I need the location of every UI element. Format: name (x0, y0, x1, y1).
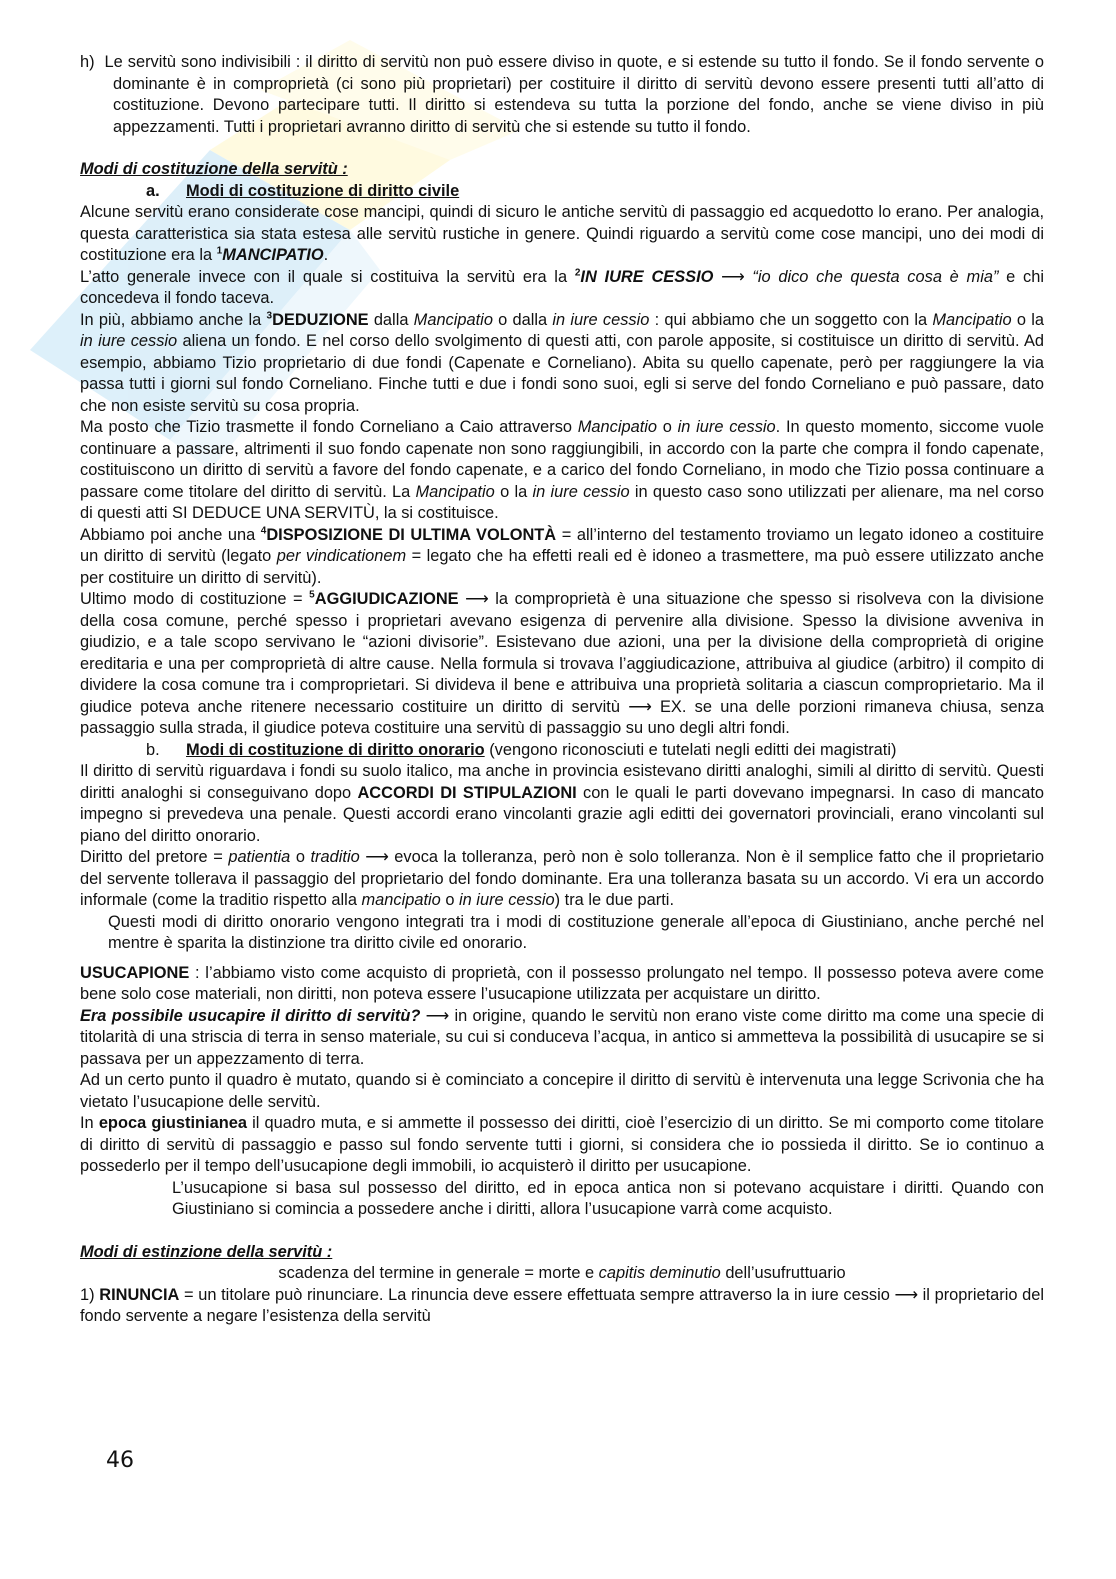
term: DISPOSIZIONE DI ULTIMA VOLONTÀ (266, 525, 557, 544)
text: e chi concedeva il fondo taceva. (80, 267, 1044, 307)
latin-term: capitis deminutio (598, 1264, 721, 1282)
item-marker: h) (80, 53, 95, 71)
text: con le quali le parti dovevano impegnarsi. In caso di mancato impegno si prevedeva una penale. Questi accordi erano vincolanti grazie agli editti dei governatori provinciali, erano vincolanti sul piano del diritto onorario. (80, 783, 1044, 845)
text: Abbiamo poi anche una (80, 525, 261, 544)
text: ⟶ la comproprietà è una situazione che spesso si risolveva con la divisione della cosa comune, perché spesso i proprietari avevano esigenza di pervenire alla divisione. Spesso la divisione avveniva in giudizio, e a tale scopo servivano le “azioni divisorie”. Esistevano due azioni, una per la divisione della comproprietà di origine ereditaria e una per comproprietà di altre cause. Nella formula si trovava l’aggiudicazione, attribuiva al giudice (arbitro) il compito di dividere la cosa comune tra i comproprietari. Si divideva il bene e attribuiva una proprietà solitaria a ciascun comproprietario. Ma il giudice poteva anche ritenere necessario costituire un diritto di servitù ⟶ EX. se una delle porzioni rimaneva chiusa, senza passaggio sulla strada, il giudice poteva costituire una servitù di passaggio su uno degli altri fondi. (80, 590, 1044, 737)
paragraph-usucapione (80, 963, 1044, 1006)
paragraph-mancipatio (80, 202, 1044, 267)
text: Alcune servitù erano considerate cose mancipi, quindi di sicuro le antiche servitù di passaggio ed acquedotto lo erano. Per analogia, questa caratteristica sia stata estesa alle servitù rustiche in genere. Quindi riguardo a servitù come cose mancipi, uno dei modi di costituzione era la (80, 203, 1044, 264)
term: DEDUZIONE (272, 310, 369, 329)
text: : l’abbiamo visto come acquisto di proprietà, con il possesso prolungato nel tempo. Il possesso poteva avere come bene solo cose materiali, non diritti, non poteva essere l’usucapione utilizzata per acquistare un diritto. (80, 963, 1044, 1003)
text: L’atto generale invece con il quale si costituiva la servitù era la (80, 267, 575, 286)
latin-term: Mancipatio (413, 310, 493, 329)
paragraph-scadenza (80, 1263, 1044, 1285)
text: in questo caso sono utilizzati per alienare, ma nel corso di questi atti SI DEDUCE UNA SERVITÙ, la si costituisce. (80, 482, 1044, 522)
page-number: 46 (106, 1448, 134, 1473)
paragraph-diritti-analoghi (80, 761, 1044, 847)
text: = legato che ha effetti reali ed è idoneo a trasmettere, ma può essere utilizzato anche per costituire un diritto di servitù). (80, 547, 1044, 587)
text: o (290, 848, 311, 866)
document-page (80, 52, 1044, 1328)
paragraph-indivisibility (80, 52, 1044, 138)
paragraph-pretore (80, 847, 1044, 912)
text: In più, abbiamo anche la (80, 310, 267, 329)
latin-term: Mancipatio (932, 310, 1012, 329)
arrow: ⟶ (713, 267, 753, 286)
term: USUCAPIONE (80, 963, 190, 982)
term: RINUNCIA (99, 1285, 180, 1304)
text: o (440, 891, 459, 909)
text: il quadro muta, e si ammette il possesso dei diritti, cioè l’esercizio di un diritto. Se mi comporto come titolare di diritto di servitù di passaggio e passo sul fondo servente tutti i giorni, si considera che io possieda il diritto. Se io continuo a possederlo per il tempo dell’usucapione degli immobili, io acquisterò il diritto per usucapione. (80, 1114, 1044, 1175)
latin-term: in iure cessio (677, 418, 776, 436)
term: epoca giustinianea (98, 1114, 247, 1132)
subsection-heading: Modi di costituzione di diritto onorario (186, 740, 485, 759)
paragraph-epoca-giustinianea (80, 1113, 1044, 1178)
item-text: Le servitù sono indivisibili : il diritto di servitù non può essere diviso in quote, e si estende su tutto il fondo. Se il fondo servente o dominante è in comproprietà (ci sono più proprietari) per costituire il diritto di servitù devono essere presenti tutti all’atto di costituzione. Devono partecipare tutti. Il diritto si estendeva su tutta la porzione del fondo, anche se viene diviso in più appezzamenti. Tutti i proprietari avranno diritto di servitù che si estende su tutto il fondo. (104, 53, 1045, 136)
paragraph-giustiniano: Questi modi di diritto onorario vengono integrati tra i modi di costituzione generale all’epoca di Giustiniano, anche perché nel mentre è sparita la distinzione tra diritto civile ed onorario. (108, 912, 1044, 952)
text: . (323, 246, 329, 264)
footnote-ref: 3 (266, 310, 273, 322)
section-title-estinzione: Modi di estinzione della servitù : (80, 1242, 333, 1261)
footnote-ref: 2 (574, 267, 581, 279)
latin-term: in iure cessio (459, 891, 555, 909)
latin-term: traditio (310, 848, 360, 866)
term: MANCIPATIO (222, 246, 324, 264)
text: o la (1011, 310, 1044, 329)
subsection-note: (vengono riconosciuti e tutelati negli editti dei magistrati) (484, 740, 897, 759)
paragraph-ultima-volonta (80, 525, 1044, 590)
text: In (80, 1114, 99, 1132)
text: scadenza del termine in generale = morte e (278, 1264, 599, 1282)
text: ) tra le due parti. (554, 891, 675, 909)
text: = all’interno del testamento troviamo un legato idoneo a costituire un diritto di servitù (legato (80, 525, 1044, 565)
latin-term: in iure cessio (532, 482, 630, 501)
paragraph-rinuncia (80, 1285, 1044, 1328)
paragraph-scrivonia: Ad un certo punto il quadro è mutato, quando si è cominciato a concepire il diritto di servitù è intervenuta una legge Scrivonia che ha vietato l’usucapione delle servitù. (80, 1071, 1044, 1111)
paragraph-usucapire-question (80, 1006, 1044, 1071)
latin-term: patientia (228, 848, 291, 866)
paragraph-aggiudicazione (80, 589, 1044, 740)
text: Diritto del pretore = (80, 848, 229, 866)
subsection-letter: b. (146, 740, 160, 759)
text: . In questo momento, siccome vuole continuare a passare, altrimenti il suo fondo capenate non sono raggiungibili, in accordo con la parte che compra il fondo capenate, costituiscono un diritto di servitù a favore del fondo capenate, e a carico del fondo Corneliano, in modo che Tizio possa continuare a passare come titolare del diritto di servitù. La (80, 418, 1044, 501)
text: = un titolare può rinunciare. La rinuncia deve essere effettuata sempre attraverso la in iure cessio ⟶ il proprietario del fondo servente a negare l’esistenza della servitù (80, 1285, 1045, 1325)
text: Ultimo modo di costituzione = (80, 590, 310, 608)
text: o (657, 418, 678, 436)
text: o la (494, 482, 533, 501)
latin-term: Mancipatio (415, 482, 495, 501)
text: Ma posto che Tizio trasmette il fondo Corneliano a Caio attraverso (80, 418, 578, 436)
text: : qui abbiamo che un soggetto con la (649, 310, 933, 329)
subsection-heading: Modi di costituzione di diritto civile (186, 181, 460, 200)
item-number: 1) (80, 1285, 95, 1304)
subsection-title-onorario (146, 740, 1044, 762)
text: dalla (368, 310, 414, 329)
latin-term: in iure cessio (552, 310, 650, 329)
footnote-ref: 4 (260, 525, 267, 537)
footnote-ref: 5 (309, 589, 315, 601)
paragraph-deduzione (80, 310, 1044, 418)
footnote-ref: 1 (216, 245, 223, 257)
latin-term: per vindicationem (276, 547, 407, 565)
question: Era possibile usucapire il diritto di servitù? (80, 1006, 421, 1025)
text: ⟶ evoca la tolleranza, però non è solo tolleranza. Non è il semplice fatto che il proprietario del servente tollerava il passaggio del proprietario del fondo dominante. Era una tolleranza basata su un accordo. Vi era un accordo informale (come la traditio rispetto alla (80, 848, 1044, 909)
term: ACCORDI DI STIPULAZIONI (357, 783, 577, 802)
subsection-letter: a. (146, 181, 160, 200)
latin-term: Mancipatio (577, 418, 658, 436)
text: dell’usufruttuario (720, 1264, 846, 1282)
paragraph-tizio-caio (80, 417, 1044, 525)
term: AGGIUDICAZIONE (314, 590, 459, 608)
term: IN IURE CESSIO (580, 267, 714, 286)
text: ⟶ in origine, quando le servitù non erano viste come diritto ma come una specie di titolarità di una striscia di terra in senso materiale, su cui si conduceva l’acqua, in antico si ammetteva la possibilità di usucapire se si passava per un appezzamento di terra. (80, 1006, 1044, 1068)
text: o dalla (492, 310, 553, 329)
section-title-costituzione: Modi di costituzione della servitù : (80, 160, 348, 178)
quote: “io dico che questa cosa è mia” (752, 267, 999, 286)
paragraph-in-iure-cessio (80, 267, 1044, 310)
text: aliena un fondo. E nel corso dello svolgimento di questi atti, con parole apposite, si costituisce un diritto di servitù. Ad esempio, abbiamo Tizio proprietario di due fondi (Capenate e Corneliano). Abita su quello capenate, però per raggiungere la via passa tutti i giorni sul fondo Corneliano. Finche tutti e due i fondi sono suoi, egli si serve del fondo Corneliano e può passare, dato che non esiste servitù su cosa propria. (80, 332, 1044, 415)
paragraph-usucapione-summary: L’usucapione si basa sul possesso del diritto, ed in epoca antica non si potevano acquistare i diritti. Quando con Giustiniano si comincia a possedere anche i diritti, allora l’usucapione varrà come acquisto. (172, 1178, 1044, 1218)
text: Il diritto di servitù riguardava i fondi su suolo italico, ma anche in provincia esistevano diritti analoghi, simili al diritto di servitù. Questi diritti analoghi si conseguivano dopo (80, 762, 1044, 802)
latin-term: mancipatio (361, 891, 441, 909)
subsection-title-civil (146, 181, 1044, 203)
latin-term: in iure cessio (80, 332, 178, 350)
